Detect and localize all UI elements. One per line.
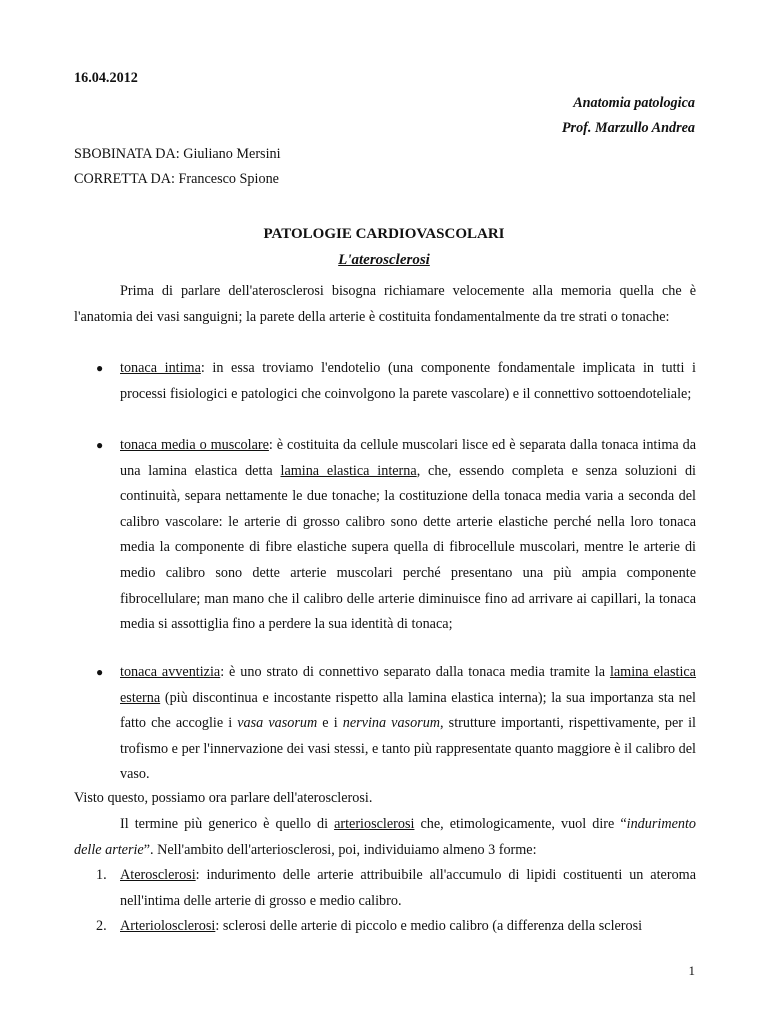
list-item [96,356,696,407]
item-text: : indurimento delle arterie attribuibile all'accumulo di lipidi costituenti un ateroma nell'intima delle arterie di grosso e medio calibro. [120,867,696,909]
term: tonaca avventizia [120,664,221,680]
term: tonaca intima [120,360,201,376]
subject: Anatomia patologica [573,95,695,111]
term: tonaca media o muscolare [120,437,269,453]
bullet-icon: ● [96,665,104,679]
italic-term: vasa vasorum [237,715,318,732]
item-number: 1. [96,867,107,883]
intro-text: Prima di parlare dell'aterosclerosi bisogna richiamare velocemente alla memoria quella che è l'anatomia dei vasi sanguigni; la parete della arterie è costituita fondamentalmente da tre strati o tonache: [74,283,696,325]
para-text: Il termine più generico è quello di [120,816,335,832]
transcriber: SBOBINATA DA: Giuliano Mersini [74,146,281,162]
item-text: , strutture importanti, rispettivamente, per il trofismo e per l'innervazione dei vasi stessi, e tanto più rappresentate quanto maggiore è il calibro del vaso. [120,715,696,783]
item-text: e i [317,715,343,732]
list-item [96,660,696,788]
item-text: : è uno strato di connettivo separato dalla tonaca media tramite la [220,664,610,680]
intro-paragraph [74,279,696,330]
numbered-item [96,914,696,940]
item-text: : sclerosi delle arterie di piccolo e medio calibro (a differenza della sclerosi [215,918,643,934]
transition-sentence: Visto questo, possiamo ora parlare dell'aterosclerosi. [74,790,373,806]
item-text: , che, essendo completa e senza soluzioni di continuità, separa nettamente le due tonache; la costituzione della tonaca media varia a seconda del calibro vascolare: le arterie di grosso calibro sono dette arterie elastiche perché nella loro tonaca media la componente di fibre elastiche supera quella di fibrocellule muscolari, mentre le arterie di medio calibro sono dette arterie muscolari perché presentano una più ampia componente fibrocellulare; man mano che il calibro delle arterie diminuisce fino ad arrivare ai capillari, la tonaca media si assottiglia fino a perdere la sua identità di tonaca; [120,462,696,633]
arteriosclerosi-paragraph [74,812,696,863]
page-number: 1 [688,963,695,978]
professor: Prof. Marzullo Andrea [561,120,695,136]
item-text: (più discontinua e incostante rispetto alla lamina elastica interna); la sua importanza sta nel fatto che accoglie i [120,689,696,732]
section-subtitle [0,252,768,269]
para-text: ”. Nell'ambito dell'arteriosclerosi, poi, individuiamo almeno 3 forme: [143,841,537,858]
item-number: 2. [96,918,107,934]
bullet-icon: ● [96,361,104,375]
bullet-icon: ● [96,438,104,452]
italic-term: indurimento delle arterie [74,816,696,858]
term: Arteriolosclerosi [120,918,216,934]
item-text: : in essa troviamo l'endotelio (una componente fondamentale implicata in tutti i processi fisiologici e patologici che coinvolgono la parete vascolare) e il connettivo sottoendoteliale; [120,360,696,402]
document-date: 16.04.2012 [74,70,138,86]
item-text: : è costituita da cellule muscolari lisce ed è separata dalla tonaca intima da una lamina elastica detta [120,437,696,479]
term: lamina elastica interna [280,462,417,479]
italic-term: nervina vasorum [342,715,441,732]
list-item [96,433,696,638]
numbered-item [96,863,696,914]
term: arteriosclerosi [334,816,415,832]
section-subtitle-text: L'aterosclerosi [338,252,430,268]
page-title: PATOLOGIE CARDIOVASCOLARI [263,226,505,242]
corrector: CORRETTA DA: Francesco Spione [74,171,279,187]
para-text: che, etimologicamente, vuol dire “ [414,816,627,832]
term: lamina elastica esterna [120,664,696,706]
term: Aterosclerosi [120,867,196,883]
